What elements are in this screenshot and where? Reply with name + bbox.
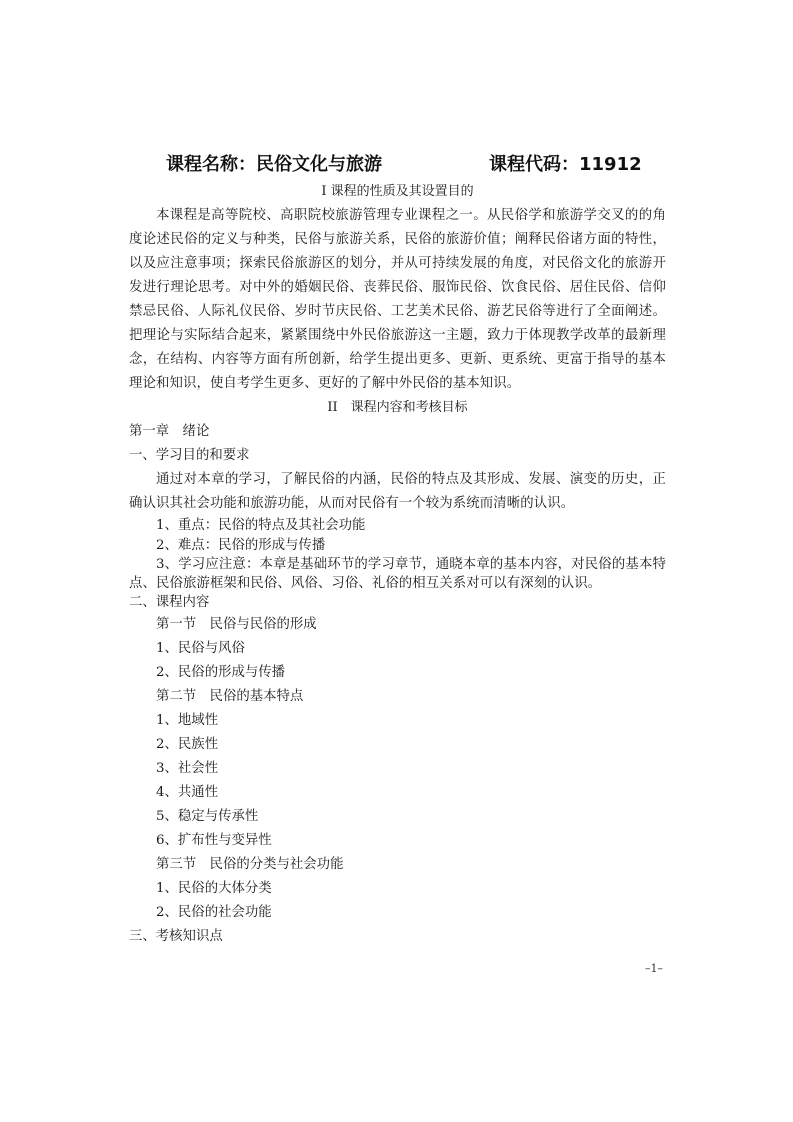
course-name: 课程名称：民俗文化与旅游 [166, 154, 382, 175]
section-item: 5、稳定与传承性 [156, 808, 259, 824]
part2-heading: II 课程内容和考核目标 [327, 400, 468, 415]
section-item: 2、民俗的社会功能 [156, 904, 272, 920]
content-heading: 二、课程内容 [129, 595, 210, 610]
assessment-heading: 三、考核知识点 [129, 928, 223, 944]
document-page [129, 150, 666, 949]
objectives-paragraph: 通过对本章的学习，了解民俗的内涵，民俗的特点及其形成、发展、演变的历史，正确认识其社会功能和旅游功能，从而对民俗有一个较为系统而清晰的认识。 [129, 472, 666, 511]
section-2 [129, 685, 666, 853]
chapter1-title: 第一章 绪论 [129, 424, 210, 439]
part1-paragraph: 本课程是高等院校、高职院校旅游管理专业课程之一。从民俗学和旅游学交叉的的角度论述民俗的定义与种类，民俗与旅游关系，民俗的旅游价值；阐释民俗诸方面的特性，以及应注意事项；探索民俗旅游区的划分，并从可持续发展的角度，对民俗文化的旅游开发进行理论思考。对中外的婚姻民俗、丧葬民俗、服饰民俗、饮食民俗、居住民俗、信仰禁忌民俗、人际礼仪民俗、岁时节庆民俗、工艺美术民俗、游艺民俗等进行了全面阐述。把理论与实际结合起来，紧紧围绕中外民俗旅游这一主题，致力于体现教学改革的最新理念，在结构、内容等方面有所创新，给学生提出更多、更新、更系统、更富于指导的基本理论和知识，使自考学生更多、更好的了解中外民俗的基本知识。 [129, 208, 666, 391]
section-item: 6、扩布性与变异性 [156, 832, 272, 848]
key-point: 1、重点：民俗的特点及其社会功能 [156, 518, 366, 533]
section-item: 1、地域性 [156, 712, 219, 728]
section-title: 第一节 民俗与民俗的形成 [156, 616, 317, 632]
page-number: –1– [645, 962, 663, 975]
section-title: 第三节 民俗的分类与社会功能 [156, 856, 344, 872]
section-item: 3、社会性 [156, 760, 219, 776]
objectives-heading: 一、学习目的和要求 [129, 448, 250, 463]
section-1 [129, 613, 666, 685]
section-item: 1、民俗与风俗 [156, 640, 245, 656]
course-code: 课程代码：11912 [489, 154, 642, 175]
document-title [129, 150, 666, 180]
section-item: 2、民族性 [156, 736, 219, 752]
section-item: 1、民俗的大体分类 [156, 880, 272, 896]
section-item: 4、共通性 [156, 784, 219, 800]
section-3 [129, 853, 666, 925]
section-title: 第二节 民俗的基本特点 [156, 688, 304, 704]
part1-heading: I 课程的性质及其设置目的 [321, 184, 474, 199]
section-item: 2、民俗的形成与传播 [156, 664, 286, 680]
attention-paragraph: 3、学习应注意：本章是基础环节的学习章节，通晓本章的基本内容，对民俗的基本特点、民俗旅游框架和民俗、风俗、习俗、礼俗的相互关系对可以有深刻的认识。 [129, 557, 666, 591]
difficulty-point: 2、难点：民俗的形成与传播 [156, 537, 326, 553]
